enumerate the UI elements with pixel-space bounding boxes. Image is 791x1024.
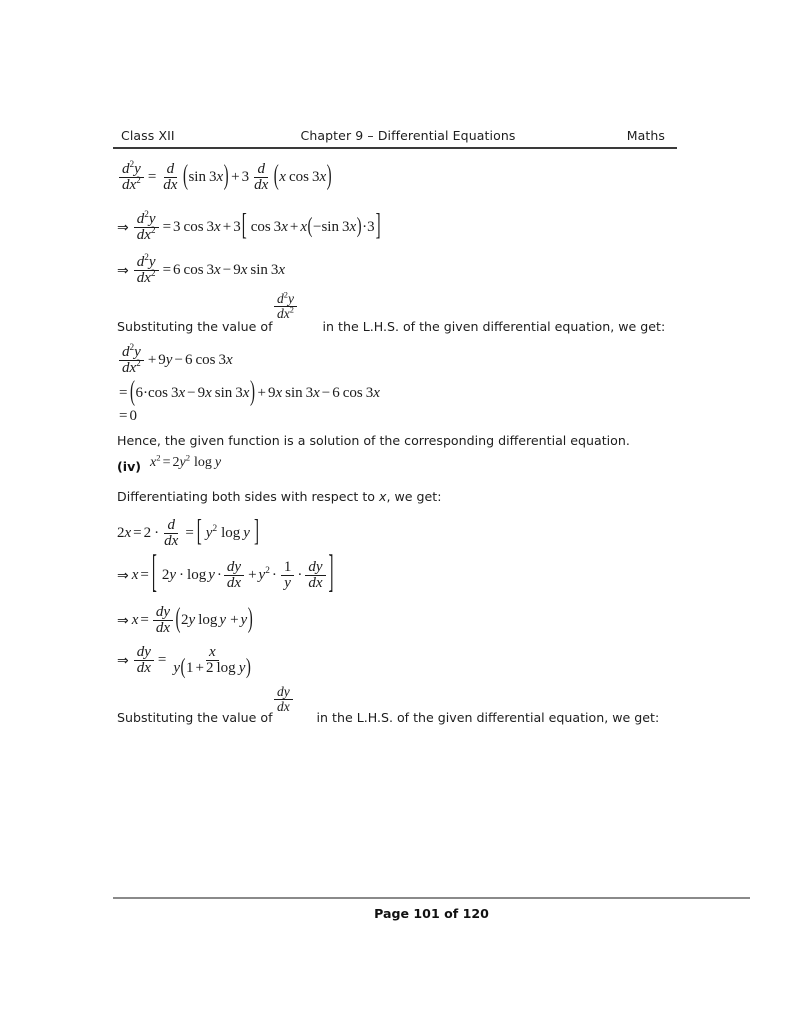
bracket-close: ]	[328, 550, 334, 599]
equation-lhs-substituted: $\frac{d^2y}{dx^2}$ + 9 y − 6 cos 3 x	[117, 345, 233, 377]
equation-lhs-zero: = 0	[119, 408, 137, 424]
implies-arrow: ⇒	[117, 612, 129, 629]
frac-d2y-dx2: $\frac{d^2y}{dx^2}$	[134, 212, 159, 244]
equation-product-rule-expanded: ⇒ x = [ 2 y · log y · $\frac{dy}{dx}$ + $y^2$ · $\frac{1}{y}$ · $\frac{dy}{dx}$ ]	[117, 560, 335, 592]
implies-arrow: ⇒	[117, 262, 129, 279]
substitution-sentence-2-after: in the L.H.S. of the given differential equation, we get:	[316, 710, 660, 725]
header-subject-label: Maths	[626, 128, 665, 143]
inline-frac-d2y-dx2: $\frac{d^2y}{dx^2}$	[272, 292, 299, 321]
equation-second-derivative-result: ⇒ $\frac{d^2y}{dx^2}$ = 6 cos 3 x − 9 x sin 3 x	[117, 253, 286, 287]
header-divider	[113, 147, 677, 149]
frac-d2y-dx2: $\frac{d^2y}{dx^2}$	[119, 345, 144, 377]
plus-sign: +	[231, 169, 240, 186]
inline-frac-dy-dx: $\frac{dy}{dx}$	[272, 685, 295, 714]
implies-arrow: ⇒	[117, 219, 129, 236]
implies-arrow: ⇒	[117, 652, 129, 669]
frac-dy-dx-2: $\frac{dy}{dx}$	[305, 560, 325, 592]
frac-dy-dx: $\frac{dy}{dx}$	[224, 560, 244, 592]
equation-part-iv: $x^2$ = 2 $y^2$ log y	[150, 452, 222, 470]
bracket-close: ]	[253, 516, 259, 550]
part-iv-label: (iv)	[117, 459, 142, 474]
bracket-open: [	[196, 516, 202, 550]
frac-d-dx: $\frac{d}{dx}$	[164, 517, 179, 550]
page-header	[113, 128, 677, 143]
equation-second-derivative-expansion: $\frac{d^2y}{dx^2}$ = $\frac{d}{dx}$ ( sin 3 x ) + 3 $\frac{d}{dx}$ ( x cos 3 x )	[117, 162, 332, 194]
equals-sign: =	[147, 169, 157, 186]
substitution-sentence-2-before: Substituting the value of	[117, 710, 273, 725]
substitution-sentence-1	[117, 318, 665, 335]
bracket-open: [	[151, 550, 157, 599]
equation-dy-dx-solved: ⇒ $\frac{dy}{dx}$ = $\frac{x}{\text{y(1 + 2 log y)}}$	[117, 645, 256, 677]
frac-d-dx: $\frac{d}{dx}$	[163, 161, 178, 194]
equation-differentiate-both-sides: 2 x = 2 · $\frac{d}{dx}$ = [ $y^2$ log y ]	[117, 516, 259, 550]
paren-close: )	[223, 161, 229, 193]
equation-factored-dy-dx: ⇒ x = $\frac{dy}{dx}$ ( 2 y log y + y )	[117, 604, 253, 637]
equation-derivative-product-rule: ⇒ $\frac{d^2y}{dx^2}$ = 3 cos 3 x + 3 [ cos 3 x + x ( − sin 3 x ) ·3 ]	[117, 210, 381, 244]
header-class-label: Class XII	[121, 128, 175, 143]
frac-dy-dx: $\frac{dy}{dx}$	[134, 645, 154, 677]
paren-open: (	[182, 161, 188, 193]
page-number: Page 101 of 120	[374, 906, 489, 921]
bracket-open: [	[241, 210, 247, 244]
frac-dy-dx: $\frac{dy}{dx}$	[153, 605, 173, 637]
implies-arrow: ⇒	[117, 567, 129, 584]
differentiating-sentence	[117, 488, 441, 505]
frac-x-over-y-expr: $\frac{x}{\text{y(1 + 2 log y)}}$	[173, 644, 251, 680]
footer-divider	[113, 897, 750, 899]
substitution-sentence-1-before: Substituting the value of	[117, 319, 273, 334]
differentiating-before: Differentiating both sides with respect to	[117, 489, 375, 504]
substitution-sentence-1-after: in the L.H.S. of the given differential equation, we get:	[322, 319, 666, 334]
substitution-sentence-2	[117, 709, 659, 726]
differentiating-after: , we get:	[386, 489, 442, 504]
frac-d2y-dx2: $\frac{d^2y}{dx^2}$	[134, 255, 159, 287]
frac-d-dx-2: $\frac{d}{dx}$	[254, 161, 269, 194]
frac-d2y-dx2: $\frac{d^2y}{dx^2}$	[119, 162, 144, 194]
conclusion-sentence: Hence, the given function is a solution of the corresponding differential equation.	[117, 433, 630, 448]
frac-one-over-y: $\frac{1}{y}$	[281, 560, 295, 592]
bracket-close: ]	[375, 210, 381, 244]
equation-lhs-expanded: = ( 6·cos 3 x − 9 x sin 3 x ) + 9 x sin 3 x − 6 cos 3 x	[119, 377, 380, 408]
differentiating-variable: x	[379, 489, 387, 504]
header-chapter-title: Chapter 9 – Differential Equations	[300, 128, 516, 143]
